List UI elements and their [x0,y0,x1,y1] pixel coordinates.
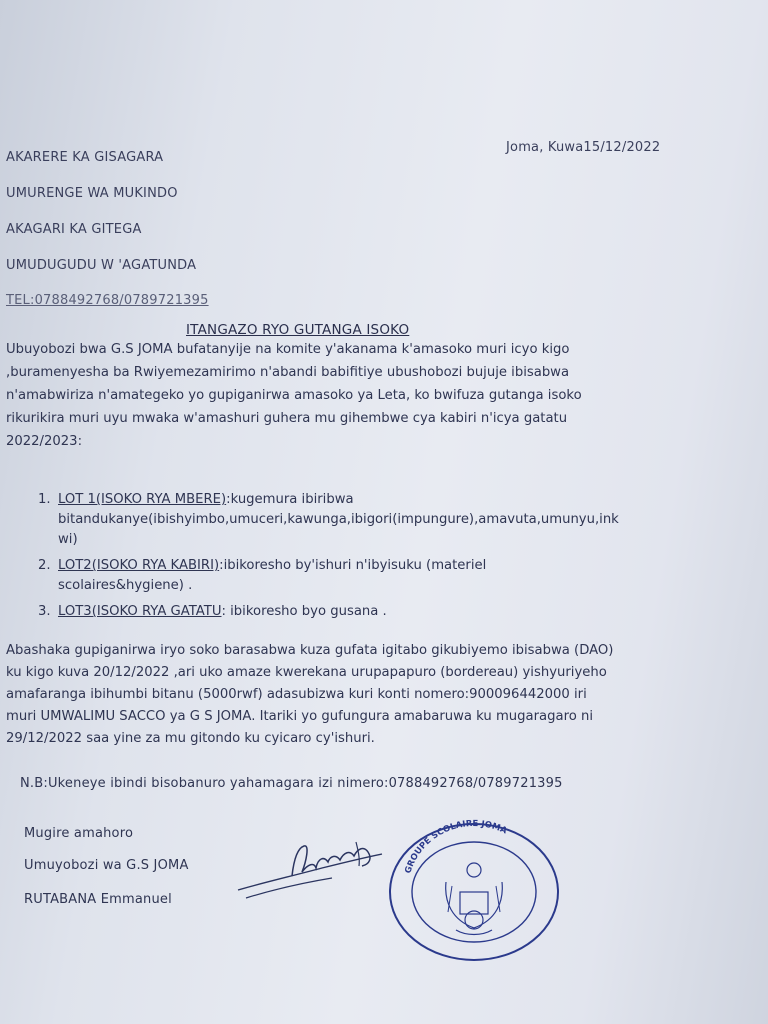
body-paragraph [6,640,706,750]
header-sector: UMURENGE WA MUKINDO [6,186,178,201]
intro-line: ,buramenyesha ba Rwiyemezamirimo n'abandi babifitiye ubushobozi bujuje ibisabwa [6,365,570,380]
lot-number: 2. [38,558,51,573]
signature [232,828,402,908]
intro-line: 2022/2023: [6,434,83,449]
lot-number: 3. [38,604,51,619]
intro-line: rikurikira muri uyu mwaka w'amashuri guhera mu gihembwe cya kabiri n'icya gatatu [6,411,568,426]
lot-text: : ibikoresho byo gusana . [221,604,387,619]
place-date: Joma, Kuwa15/12/2022 [506,140,661,155]
school-stamp [386,812,562,962]
lots-list [38,490,728,628]
lot-text: bitandukanye(ibishyimbo,umuceri,kawunga,ibigori(impungure),amavuta,umunyu,ink [58,512,619,527]
lot-text: wi) [58,532,78,547]
lot-label: LOT3(ISOKO RYA GATATU [58,604,222,619]
closing-greeting: Mugire amahoro [24,826,134,841]
header-district: AKARERE KA GISAGARA [6,150,164,165]
header-cell: AKAGARI KA GITEGA [6,222,142,237]
body-line: muri UMWALIMU SACCO ya G S JOMA. Itariki yo gufungura amabaruwa ku mugaragaro ni [6,709,593,724]
closing-role: Umuyobozi wa G.S JOMA [24,858,189,873]
nb-note: N.B:Ukeneye ibindi bisobanuro yahamagara izi nimero:0788492768/0789721395 [20,776,563,791]
lot-label: LOT 1(ISOKO RYA MBERE) [58,492,227,507]
lot-text: :kugemura ibiribwa [226,492,354,507]
lot-text: scolaires&hygiene) . [58,578,193,593]
header-tel: TEL:0788492768/0789721395 [6,293,209,308]
intro-paragraph [6,338,706,453]
intro-line: Ubuyobozi bwa G.S JOMA bufatanyije na komite y'akanama k'amasoko muri icyo kigo [6,342,570,357]
header-village: UMUDUGUDU W 'AGATUNDA [6,258,197,273]
intro-line: n'amabwiriza n'amategeko yo gupiganirwa amasoko ya Leta, ko bwifuza gutanga isoko [6,388,582,403]
body-line: ku kigo kuva 20/12/2022 ,ari uko amaze kwerekana urupapapuro (bordereau) yishyuriyeho [6,665,607,680]
body-line: Abashaka gupiganirwa iryo soko barasabwa kuza gufata igitabo gikubiyemo ibisabwa (DAO) [6,643,614,658]
lot-text: :ibikoresho by'ishuri n'ibyisuku (materiel [219,558,487,573]
body-line: amafaranga ibihumbi bitanu (5000rwf) adasubizwa kuri konti nomero:900096442000 iri [6,687,587,702]
closing-name: RUTABANA Emmanuel [24,892,172,907]
notice-title: ITANGAZO RYO GUTANGA ISOKO [186,322,410,338]
list-item [38,556,728,596]
list-item [38,602,728,622]
body-line: 29/12/2022 saa yine za mu gitondo ku cyicaro cy'ishuri. [6,731,375,746]
list-item [38,490,728,550]
stamp-text: GROUPE SCOLAIRE JOMA [403,818,509,875]
lot-label: LOT2(ISOKO RYA KABIRI) [58,558,220,573]
lot-number: 1. [38,492,51,507]
